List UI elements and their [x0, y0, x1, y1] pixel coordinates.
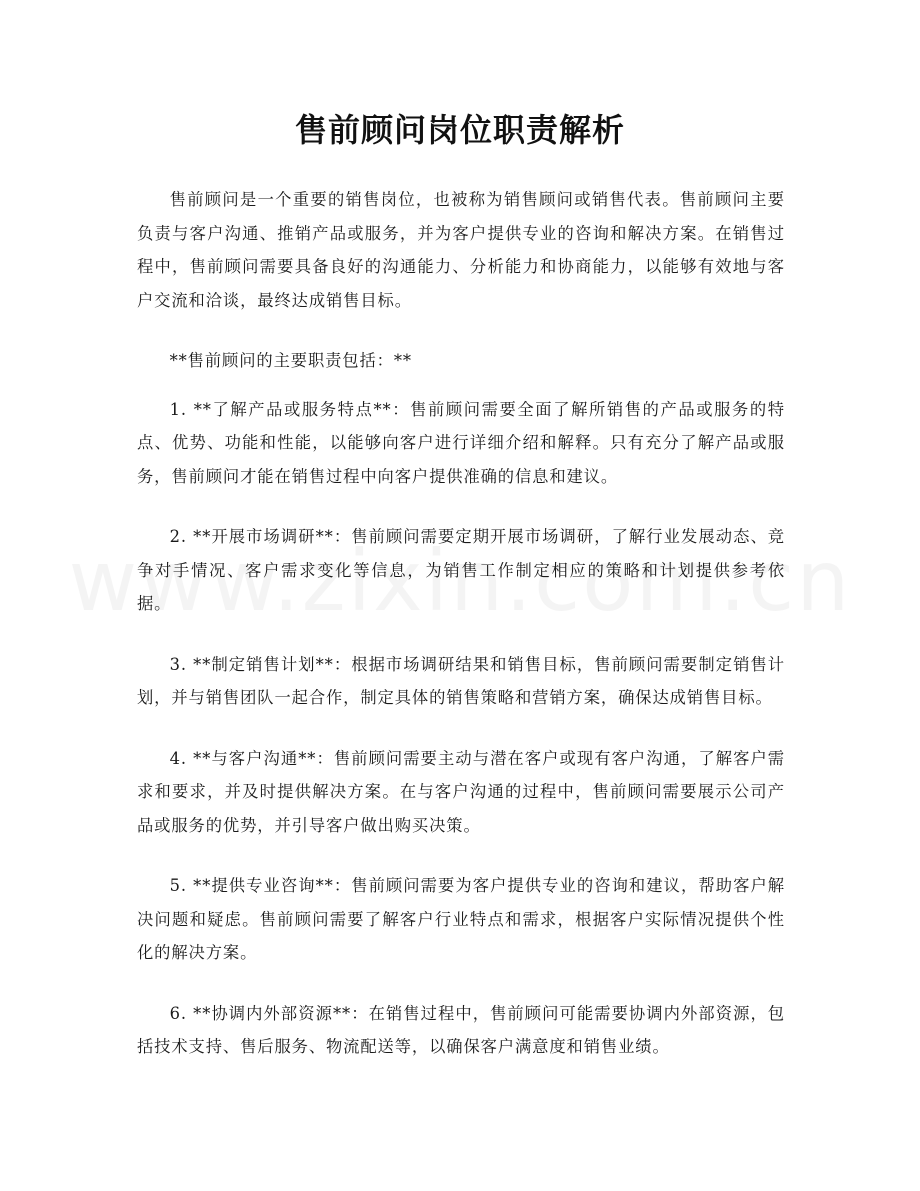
document-body: [137, 183, 785, 1091]
duty-item-4: 4. **与客户沟通**：售前顾问需要主动与潜在客户或现有客户沟通，了解客户需求和要求，并及时提供解决方案。在与客户沟通的过程中，售前顾问需要展示公司产品或服务的优势，并引导客户做出购买决策。: [137, 748, 785, 835]
page-title: 售前顾问岗位职责解析: [294, 111, 625, 149]
duty-item-1: 1. **了解产品或服务特点**：售前顾问需要全面了解所销售的产品或服务的特点、优势、功能和性能，以能够向客户进行详细介绍和解释。只有充分了解产品或服务，售前顾问才能在销售过程中向客户提供准确的信息和建议。: [137, 399, 785, 486]
duty-item-3: 3. **制定销售计划**：根据市场调研结果和销售目标，售前顾问需要制定销售计划，并与销售团队一起合作，制定具体的销售策略和营销方案，确保达成销售目标。: [137, 654, 785, 707]
duty-item-6: 6. **协调内外部资源**：在销售过程中，售前顾问可能需要协调内外部资源，包括技术支持、售后服务、物流配送等，以确保客户满意度和销售业绩。: [137, 1003, 785, 1056]
intro-paragraph: 售前顾问是一个重要的销售岗位，也被称为销售顾问或销售代表。售前顾问主要负责与客户沟通、推销产品或服务，并为客户提供专业的咨询和解决方案。在销售过程中，售前顾问需要具备良好的沟通能力、分析能力和协商能力，以能够有效地与客户交流和洽谈，最终达成销售目标。: [137, 190, 785, 310]
duty-item-2: 2. **开展市场调研**：售前顾问需要定期开展市场调研，了解行业发展动态、竞争对手情况、客户需求变化等信息，为销售工作制定相应的策略和计划提供参考依据。: [137, 527, 785, 613]
section-heading: **售前顾问的主要职责包括：**: [169, 351, 412, 370]
duty-item-5: 5. **提供专业咨询**：售前顾问需要为客户提供专业的咨询和建议，帮助客户解决问题和疑虑。售前顾问需要了解客户行业特点和需求，根据客户实际情况提供个性化的解决方案。: [137, 876, 785, 962]
